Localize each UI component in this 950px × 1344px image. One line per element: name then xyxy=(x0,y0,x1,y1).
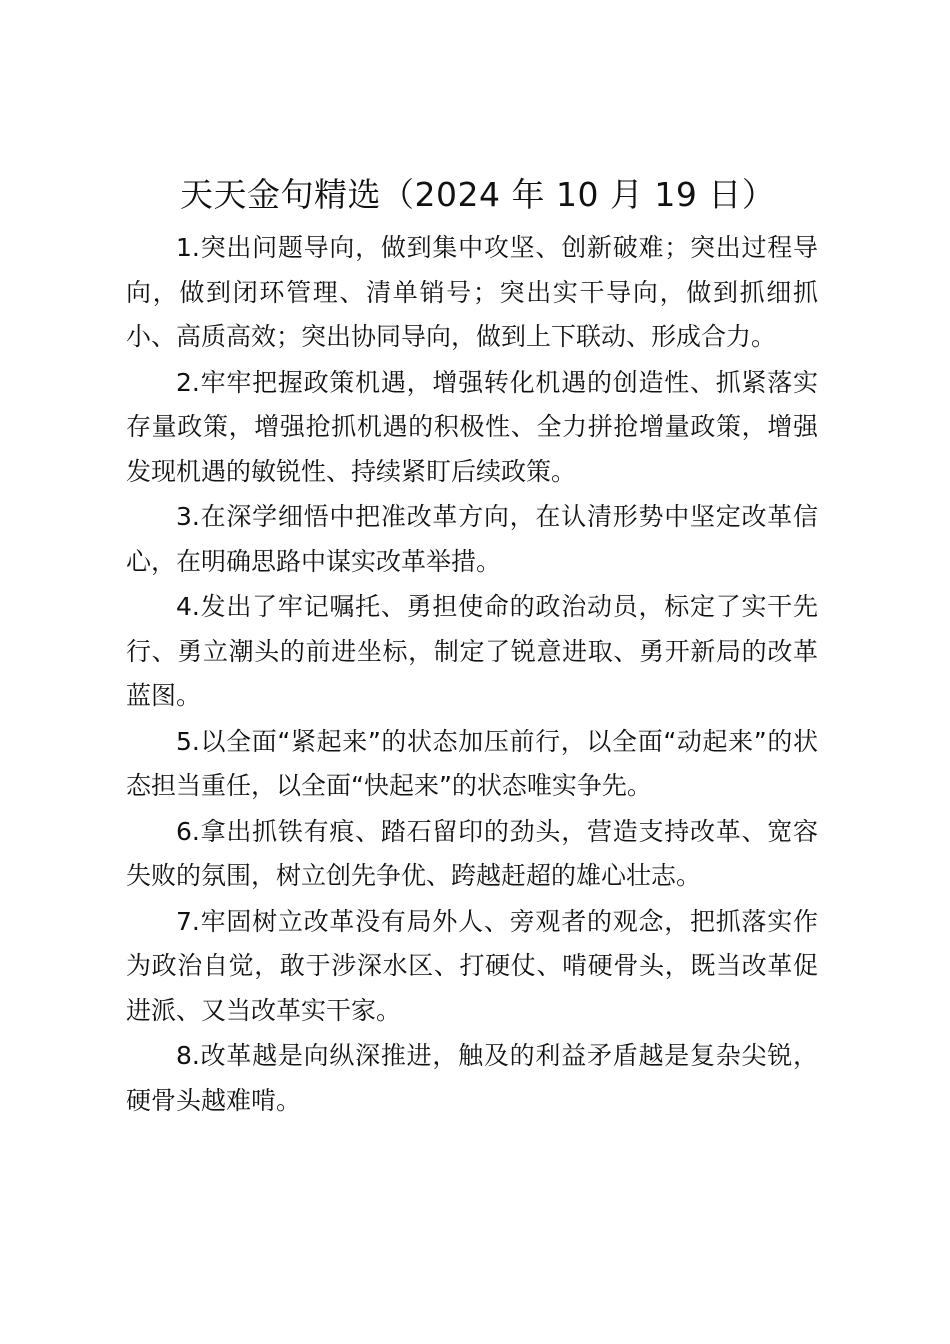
quote-paragraph-7: 7.牢固树立改革没有局外人、旁观者的观念，把抓落实作为政治自觉，敢于涉深水区、打硬仗、啃硬骨头，既当改革促进派、又当改革实干家。 xyxy=(126,906,818,1025)
quote-paragraph-5: 5.以全面“紧起来”的状态加压前行，以全面“动起来”的状态担当重任，以全面“快起来”的状态唯实争先。 xyxy=(126,726,818,800)
quote-paragraph-3: 3.在深学细悟中把准改革方向，在认清形势中坚定改革信心，在明确思路中谋实改革举措。 xyxy=(126,502,818,576)
document-title: 天天金句精选（2024 年 10 月 19 日） xyxy=(180,175,776,214)
quote-paragraph-6: 6.拿出抓铁有痕、踏石留印的劲头，营造支持改革、宽容失败的氛围，树立创先争优、跨越赶超的雄心壮志。 xyxy=(126,816,818,890)
document-content xyxy=(126,172,818,1124)
quote-paragraph-8: 8.改革越是向纵深推进，触及的利益矛盾越是复杂尖锐，硬骨头越难啃。 xyxy=(126,1041,818,1115)
quote-paragraph-4: 4.发出了牢记嘱托、勇担使命的政治动员，标定了实干先行、勇立潮头的前进坐标，制定了锐意进取、勇开新局的改革蓝图。 xyxy=(126,592,818,710)
quote-list xyxy=(126,226,818,1123)
quote-paragraph-2: 2.牢牢把握政策机遇，增强转化机遇的创造性、抓紧落实存量政策，增强抢抓机遇的积极性、全力拼抢增量政策，增强发现机遇的敏锐性、持续紧盯后续政策。 xyxy=(126,367,818,486)
quote-paragraph-1: 1.突出问题导向，做到集中攻坚、创新破难；突出过程导向，做到闭环管理、清单销号；突出实干导向，做到抓细抓小、高质高效；突出协同导向，做到上下联动、形成合力。 xyxy=(126,233,818,351)
